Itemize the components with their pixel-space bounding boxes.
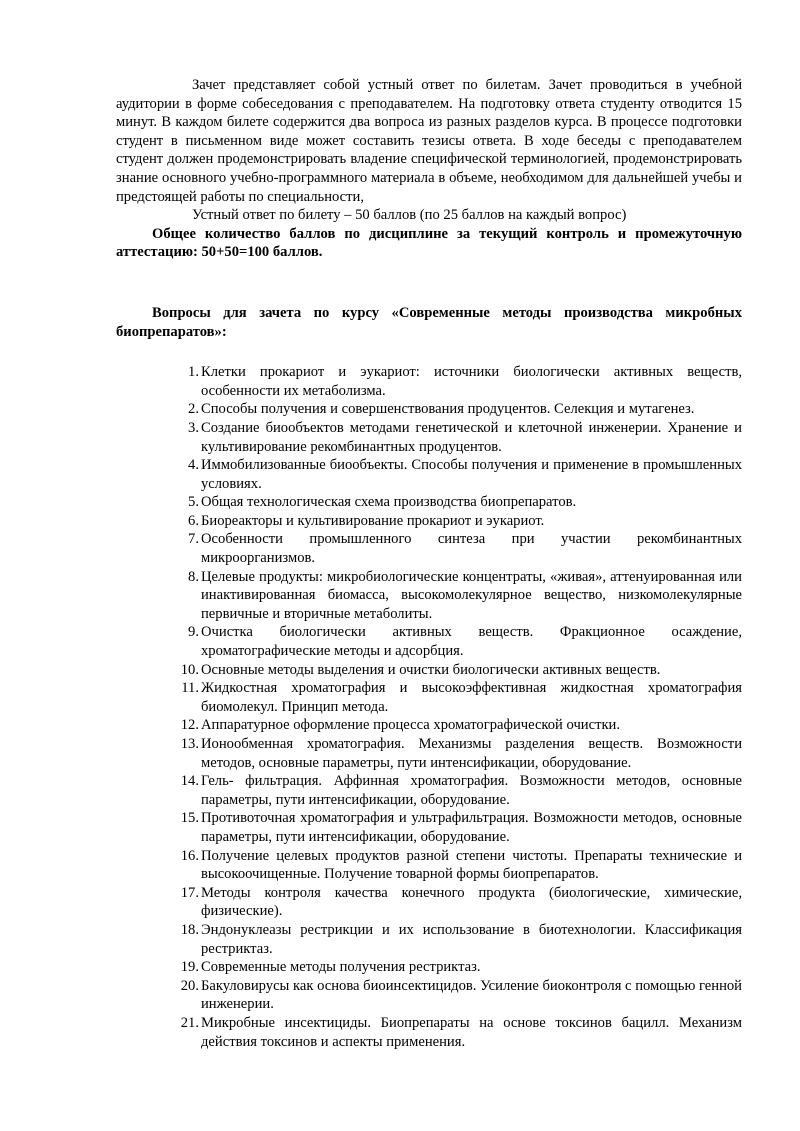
question-text: Эндонуклеазы рестрикции и их использование в биотехнологии. Классификация рестриктаз. (201, 921, 742, 957)
question-text: Способы получения и совершенствования продуцентов. Селекция и мутагенез. (201, 401, 695, 418)
question-text: Особенности промышленного синтеза при участии рекомбинантных микроорганизмов. (201, 531, 742, 567)
question-number: 2. (188, 401, 199, 418)
question-item (188, 363, 742, 400)
question-text: Биореакторы и культивирование прокариот и эукариот. (201, 512, 545, 529)
question-text: Гель- фильтрация. Аффинная хроматография. Возможности методов, основные параметры, пути интенсификации, оборудование. (201, 773, 742, 808)
question-item (188, 530, 742, 567)
question-number: 12. (180, 717, 199, 734)
question-item (180, 847, 742, 884)
question-item (180, 977, 742, 1014)
question-number: 3. (188, 419, 199, 436)
question-item (188, 456, 742, 493)
question-text: Основные методы выделения и очистки биологически активных веществ. (201, 661, 661, 678)
question-number: 19. (180, 959, 199, 976)
question-number: 4. (188, 457, 199, 474)
questions-list (116, 363, 742, 1051)
question-number: 1. (188, 364, 199, 381)
question-text: Ионообменная хроматография. Механизмы разделения веществ. Возможности методов, основные параметры, пути интенсификации, оборудование. (201, 736, 742, 771)
question-text: Иммобилизованные биообъекты. Способы получения и применение в промышленных условиях. (201, 457, 742, 492)
question-item (188, 512, 742, 531)
question-number: 14. (180, 773, 199, 790)
question-item (180, 716, 742, 735)
question-text: Современные методы получения рестриктаз. (201, 959, 481, 976)
question-item (180, 809, 742, 846)
question-number: 10. (180, 661, 199, 678)
question-number: 5. (188, 494, 199, 511)
question-number: 13. (180, 736, 199, 752)
question-number: 7. (188, 531, 199, 548)
oral-score-line: Устный ответ по билету – 50 баллов (по 25 баллов на каждый вопрос) (192, 207, 627, 224)
question-item (180, 1014, 742, 1051)
question-text: Очистка биологически активных веществ. Фракционное осаждение, хроматографические методы и адсорбция. (201, 624, 742, 660)
question-text: Клетки прокариот и эукариот: источники биологически активных веществ, особенности их метаболизма. (201, 364, 742, 399)
question-number: 11. (181, 680, 199, 697)
question-text: Создание биообъектов методами генетической и клеточной инженерии. Хранение и культивирование рекомбинантных продуцентов. (201, 419, 742, 455)
question-number: 20. (180, 977, 199, 994)
question-number: 17. (180, 884, 199, 901)
question-item (188, 623, 742, 660)
question-text: Аппаратурное оформление процесса хроматографической очистки. (201, 717, 620, 734)
question-number: 18. (180, 921, 199, 938)
question-text: Методы контроля качества конечного продукта (биологические, химические, физические). (201, 884, 742, 920)
question-text: Получение целевых продуктов разной степени чистоты. Препараты технические и высокоочищенные. Получение товарной формы биопрепаратов. (201, 847, 742, 883)
question-item (188, 568, 742, 624)
intro-paragraph: Зачет представляет собой устный ответ по билетам. Зачет проводиться в учебной аудитории в форме собеседования с преподавателем. На подготовку ответа студенту отводится 15 минут. В каждом билете содержится два вопроса из разных разделов курса. В процессе подготовки студент в письменном виде может составить тезисы ответа. В ходе беседы с преподавателем студент должен продемонстрировать владение специфической терминологией, продемонстрировать знание основного учебно-программного материала в объеме, необходимом для дальнейшей учебы и предстоящей работы по специальности, (116, 77, 742, 205)
question-text: Целевые продукты: микробиологические концентраты, «живая», аттенуированная или инактивированная биомасса, высокомолекулярное вещество, низкомолекулярные первичные и вторичные метаболиты. (201, 568, 742, 622)
question-item (180, 958, 742, 977)
question-text: Противоточная хроматография и ультрафильтрация. Возможности методов, основные параметры, пути интенсификации, оборудование. (201, 810, 742, 845)
question-number: 15. (180, 810, 199, 827)
question-item (188, 400, 742, 419)
question-text: Жидкостная хроматография и высокоэффективная жидкостная хроматография биомолекул. Принцип метода. (201, 680, 742, 715)
question-item (180, 735, 742, 772)
question-number: 16. (180, 847, 199, 864)
question-item (180, 661, 742, 680)
question-item (180, 884, 742, 921)
total-score-line: Общее количество баллов по дисциплине за текущий контроль и промежуточную аттестацию: 50+50=100 баллов. (116, 225, 742, 261)
question-text: Микробные инсектициды. Биопрепараты на основе токсинов бацилл. Механизм действия токсинов и аспекты применения. (201, 1014, 742, 1050)
question-item (180, 921, 742, 958)
question-item (188, 493, 742, 512)
question-number: 21. (180, 1014, 199, 1031)
question-number: 9. (188, 624, 199, 641)
questions-heading: Вопросы для зачета по курсу «Современные методы производства микробных биопрепаратов»: (116, 304, 742, 340)
question-text: Бакуловирусы как основа биоинсектицидов. Усиление биоконтроля с помощью генной инженерии. (201, 977, 742, 1013)
question-text: Общая технологическая схема производства биопрепаратов. (201, 494, 577, 511)
question-number: 6. (188, 512, 199, 529)
question-number: 8. (188, 568, 199, 585)
question-item (181, 679, 742, 716)
question-item (188, 419, 742, 456)
question-item (180, 772, 742, 809)
